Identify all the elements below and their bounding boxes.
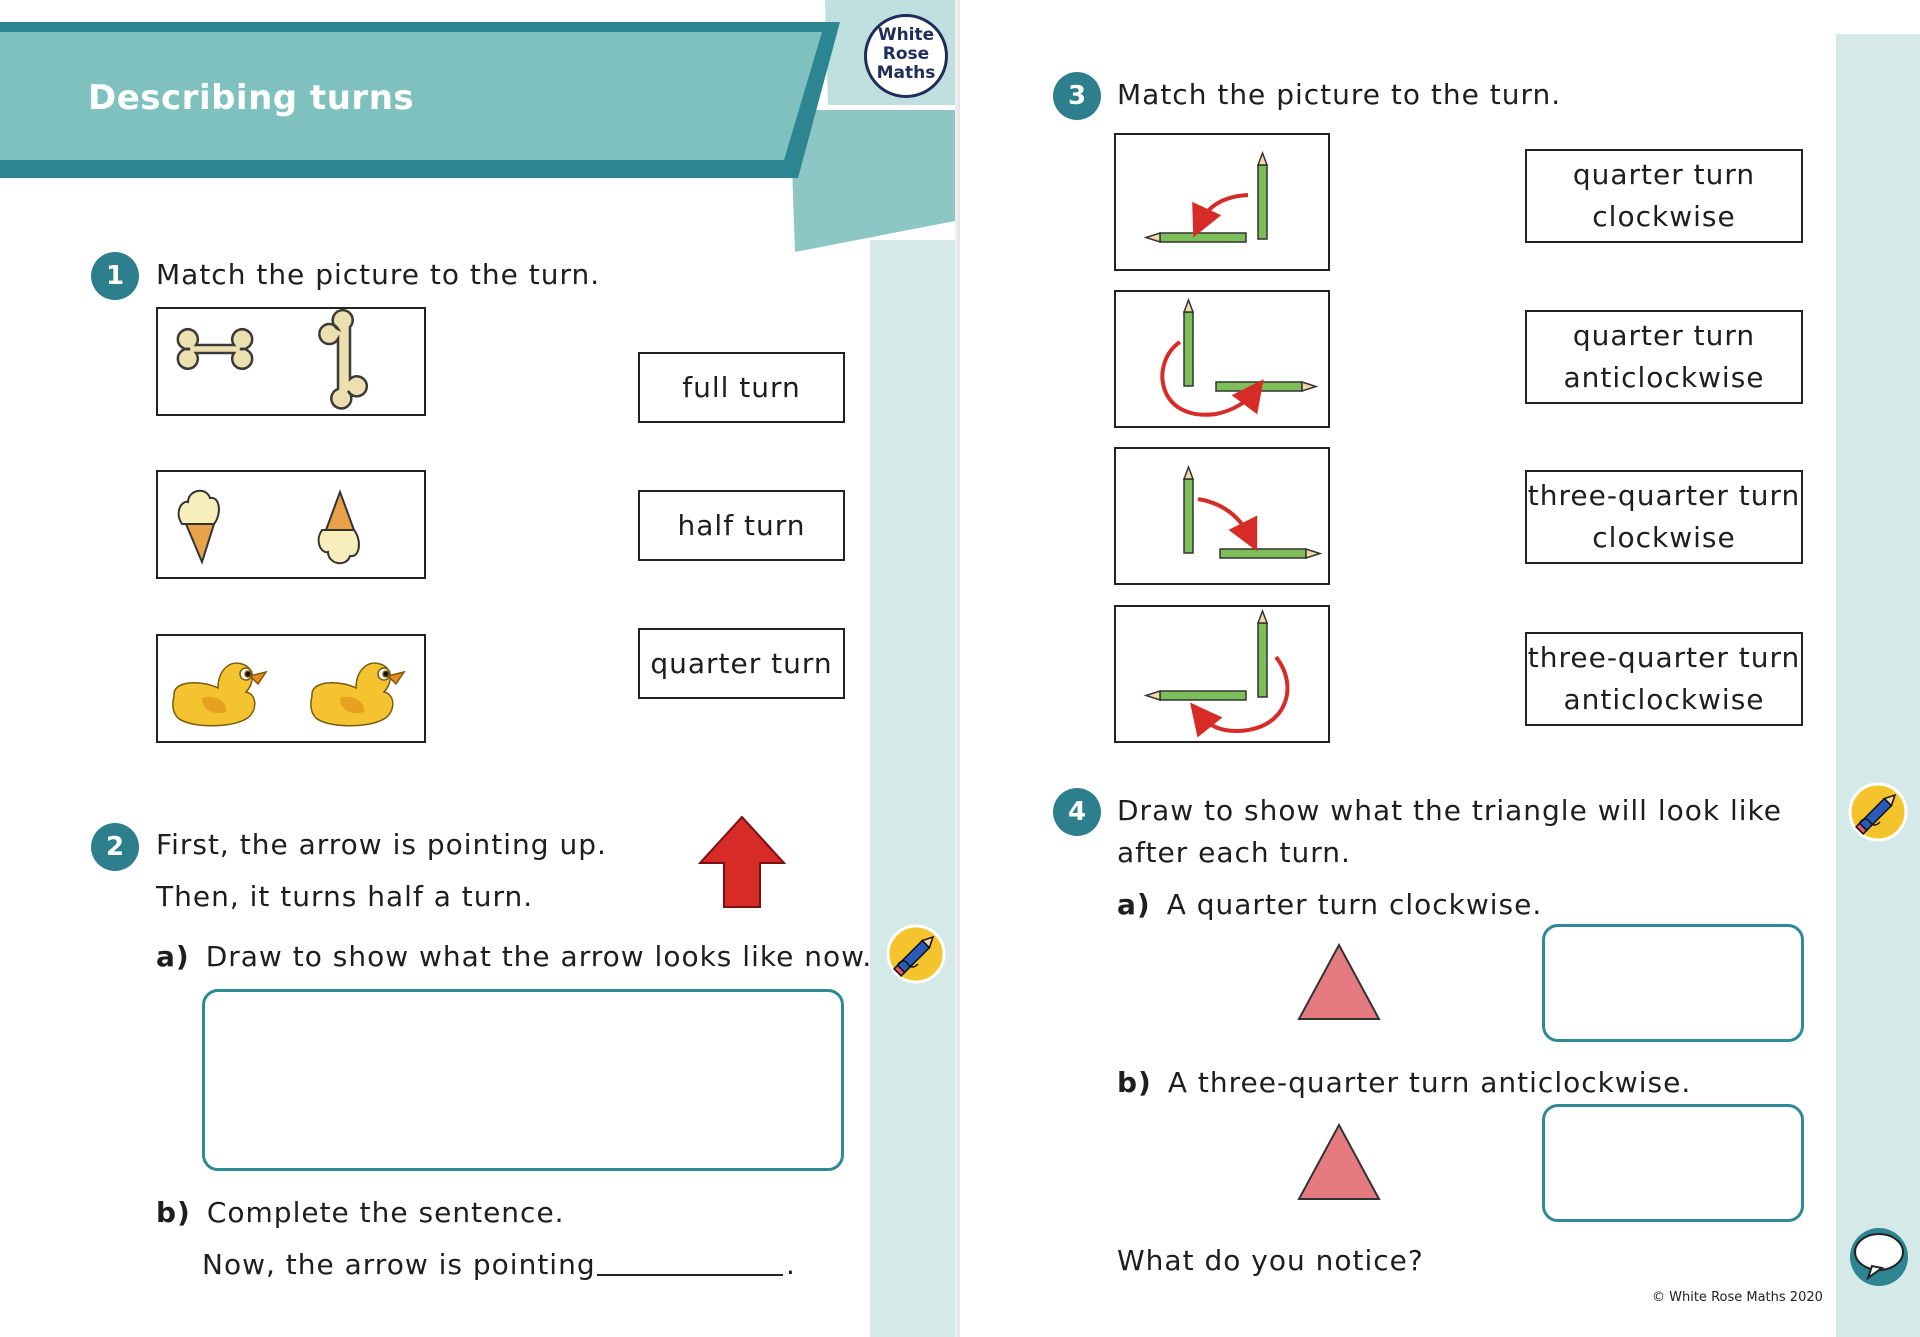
turn-card-line-2: anticlockwise: [1563, 361, 1765, 394]
part-a-label: a): [156, 940, 190, 973]
copyright-text: © White Rose Maths 2020: [1652, 1290, 1823, 1305]
pencil-icon[interactable]: [886, 924, 946, 984]
pencil-turn-icon: [1116, 449, 1328, 583]
part-b-label: b): [156, 1196, 191, 1229]
question-2-line-2: Then, it turns half a turn.: [156, 880, 534, 913]
question-1-prompt: Match the picture to the turn.: [156, 258, 601, 291]
turn-card-three-quarter-anticlockwise[interactable]: [1525, 632, 1803, 726]
logo-line-3: Maths: [876, 63, 936, 83]
turn-card-half[interactable]: [638, 490, 845, 561]
question-4-line-1: Draw to show what the triangle will look like: [1117, 794, 1782, 827]
page-title: Describing turns: [88, 78, 415, 118]
arrow-drawing-box[interactable]: [202, 989, 844, 1171]
pencil-turn-icon: [1116, 292, 1328, 426]
turn-card-label: half turn: [677, 508, 806, 542]
triangle-icon: [1296, 942, 1382, 1022]
turn-card-line-2: clockwise: [1592, 200, 1736, 233]
sentence-end: .: [786, 1248, 796, 1281]
pencil-turn-icon: [1116, 607, 1328, 741]
turn-card-three-quarter-clockwise[interactable]: [1525, 470, 1803, 564]
question-4-notice: What do you notice?: [1117, 1244, 1424, 1277]
question-4b-text: A three-quarter turn anticlockwise.: [1167, 1066, 1692, 1099]
triangle-icon: [1296, 1122, 1382, 1202]
picture-ducks[interactable]: [156, 634, 426, 743]
side-strip: [870, 240, 960, 1337]
question-2-number: 2: [91, 823, 139, 871]
turn-card-line-1: three-quarter turn: [1527, 479, 1801, 512]
turn-card-quarter[interactable]: [638, 628, 845, 699]
turn-card-label: full turn: [682, 370, 801, 404]
picture-bones[interactable]: [156, 307, 426, 416]
speech-bubble-icon[interactable]: [1848, 1226, 1910, 1288]
red-arrow-up-icon: [698, 815, 786, 909]
title-banner: [0, 0, 960, 260]
turn-card-line-1: quarter turn: [1572, 319, 1756, 352]
turn-card-quarter-anticlockwise[interactable]: [1525, 310, 1803, 404]
question-2b-sentence-row: [202, 1244, 796, 1286]
question-1-number: 1: [91, 252, 139, 300]
question-4-line-2: after each turn.: [1117, 836, 1351, 869]
pencil-turn-icon: [1116, 135, 1328, 269]
picture-pencil-turn-3[interactable]: [1114, 447, 1330, 585]
turn-card-line-1: three-quarter turn: [1527, 641, 1801, 674]
turn-card-label: quarter turn: [650, 646, 833, 680]
sentence-blank[interactable]: [597, 1274, 783, 1276]
question-4a-text: A quarter turn clockwise.: [1166, 888, 1543, 921]
picture-pencil-turn-2[interactable]: [1114, 290, 1330, 428]
triangle-a-drawing-box[interactable]: [1542, 924, 1804, 1042]
turn-card-full[interactable]: [638, 352, 845, 423]
question-2a-row: [156, 936, 872, 978]
question-4b-row: [1117, 1062, 1691, 1104]
right-page: [960, 0, 1920, 1337]
side-strip: [1836, 34, 1920, 1337]
question-2a-text: Draw to show what the arrow looks like now.: [205, 940, 873, 973]
ice-cream-icon: [158, 472, 424, 577]
question-4a-row: [1117, 884, 1542, 926]
turn-card-line-1: quarter turn: [1572, 158, 1756, 191]
white-rose-maths-logo: [864, 14, 948, 98]
turn-card-line-2: anticlockwise: [1563, 683, 1765, 716]
question-3-prompt: Match the picture to the turn.: [1117, 78, 1562, 111]
pencil-icon[interactable]: [1848, 782, 1908, 842]
question-2-line-1: First, the arrow is pointing up.: [156, 828, 607, 861]
bone-icon: [158, 309, 424, 414]
question-2b-text: Complete the sentence.: [206, 1196, 565, 1229]
duck-icon: [158, 636, 424, 741]
question-2b-row: [156, 1192, 565, 1234]
turn-card-line-2: clockwise: [1592, 521, 1736, 554]
picture-pencil-turn-4[interactable]: [1114, 605, 1330, 743]
picture-ice-creams[interactable]: [156, 470, 426, 579]
question-3-number: 3: [1053, 72, 1101, 120]
part-a-label: a): [1117, 888, 1151, 921]
turn-card-quarter-clockwise[interactable]: [1525, 149, 1803, 243]
question-4-number: 4: [1053, 788, 1101, 836]
sentence-text: Now, the arrow is pointing: [202, 1248, 596, 1281]
picture-pencil-turn-1[interactable]: [1114, 133, 1330, 271]
part-b-label: b): [1117, 1066, 1152, 1099]
logo-line-2: Rose: [882, 44, 930, 64]
triangle-b-drawing-box[interactable]: [1542, 1104, 1804, 1222]
logo-line-1: White: [877, 25, 935, 45]
